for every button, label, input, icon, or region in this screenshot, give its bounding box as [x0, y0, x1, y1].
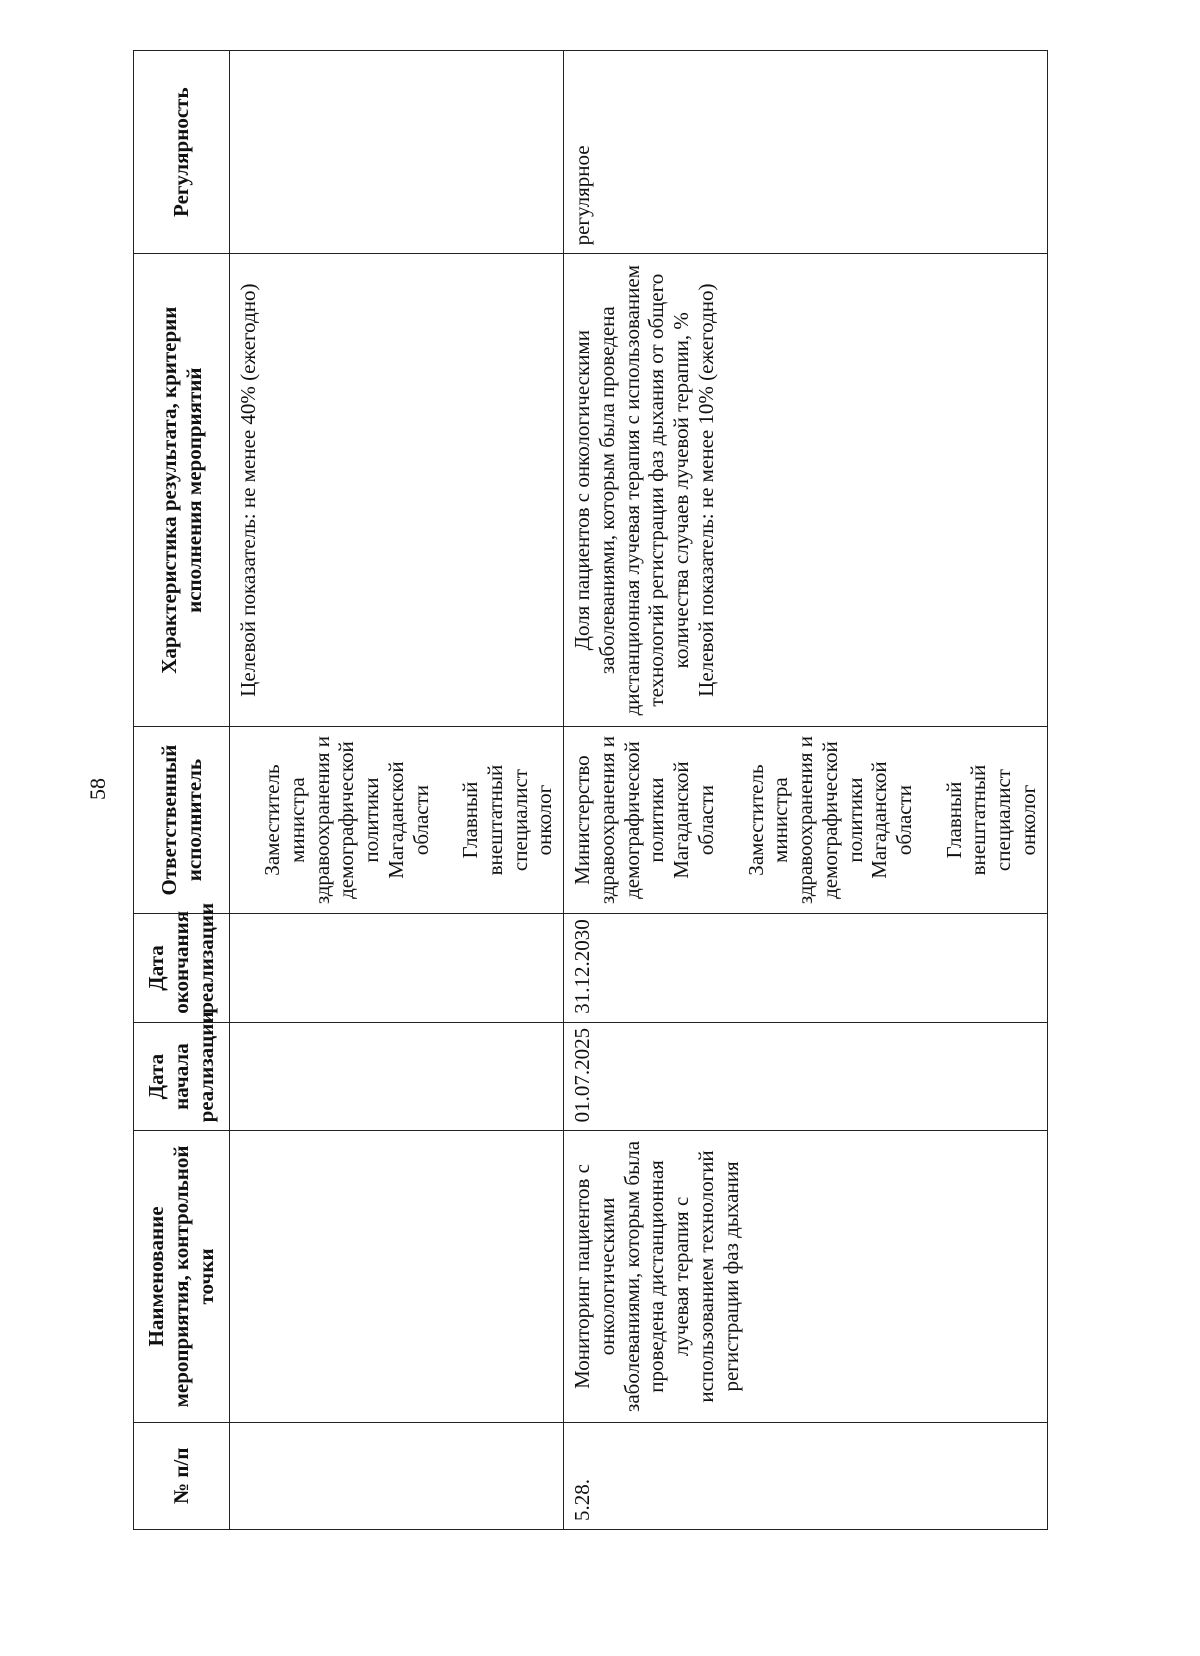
cell-regularity — [230, 51, 564, 254]
cell-name: Мониторинг пациентов с онкологическими заболеваниями, которым была проведена дистанционная лучевая терапия с использованием технологий регистрации фаз дыхания — [564, 1131, 1048, 1422]
cell-num — [230, 1422, 564, 1529]
cell-end-date — [230, 914, 564, 1023]
page-number: 58 — [85, 778, 110, 800]
header-start-date: Дата начала реализации — [134, 1022, 230, 1131]
cell-name — [230, 1131, 564, 1422]
cell-end-date: 31.12.2030 — [564, 914, 1048, 1023]
cell-start-date — [230, 1022, 564, 1131]
cell-num: 5.28. — [564, 1422, 1048, 1529]
cell-regularity: регулярное — [564, 51, 1048, 254]
table-header-row — [134, 51, 230, 1530]
header-characteristic: Характеристика результата, критерии исполнения мероприятий — [134, 254, 230, 727]
cell-responsible: Министерство здравоохранения и демографической политики Магаданской области Заместитель министра здравоохранения и демографической политики Магаданской области Главный внештатный специалист онколог — [564, 726, 1048, 913]
header-num: № п/п — [134, 1422, 230, 1529]
cell-characteristic: Доля пациентов с онкологическими заболеваниями, которым была проведена дистанционная лучевая терапия с использованием технологий регистрации фаз дыхания от общего количества случаев лучевой терапии, % Целевой показатель: не менее 10% (ежегодно) — [564, 254, 1048, 727]
header-regularity: Регулярность — [134, 51, 230, 254]
cell-responsible: Заместитель министра здравоохранения и демографической политики Магаданской области Главный внештатный специалист онколог — [230, 726, 564, 913]
header-name: Наименование мероприятия, контрольной точки — [134, 1131, 230, 1422]
table-row — [564, 51, 1048, 1530]
table-container — [133, 50, 1040, 1530]
header-end-date: Дата окончания реализации — [134, 914, 230, 1023]
cell-characteristic: Целевой показатель: не менее 40% (ежегодно) — [230, 254, 564, 727]
measures-table — [133, 50, 1048, 1530]
cell-start-date: 01.07.2025 — [564, 1022, 1048, 1131]
table-row — [230, 51, 564, 1530]
header-responsible: Ответственный исполнитель — [134, 726, 230, 913]
